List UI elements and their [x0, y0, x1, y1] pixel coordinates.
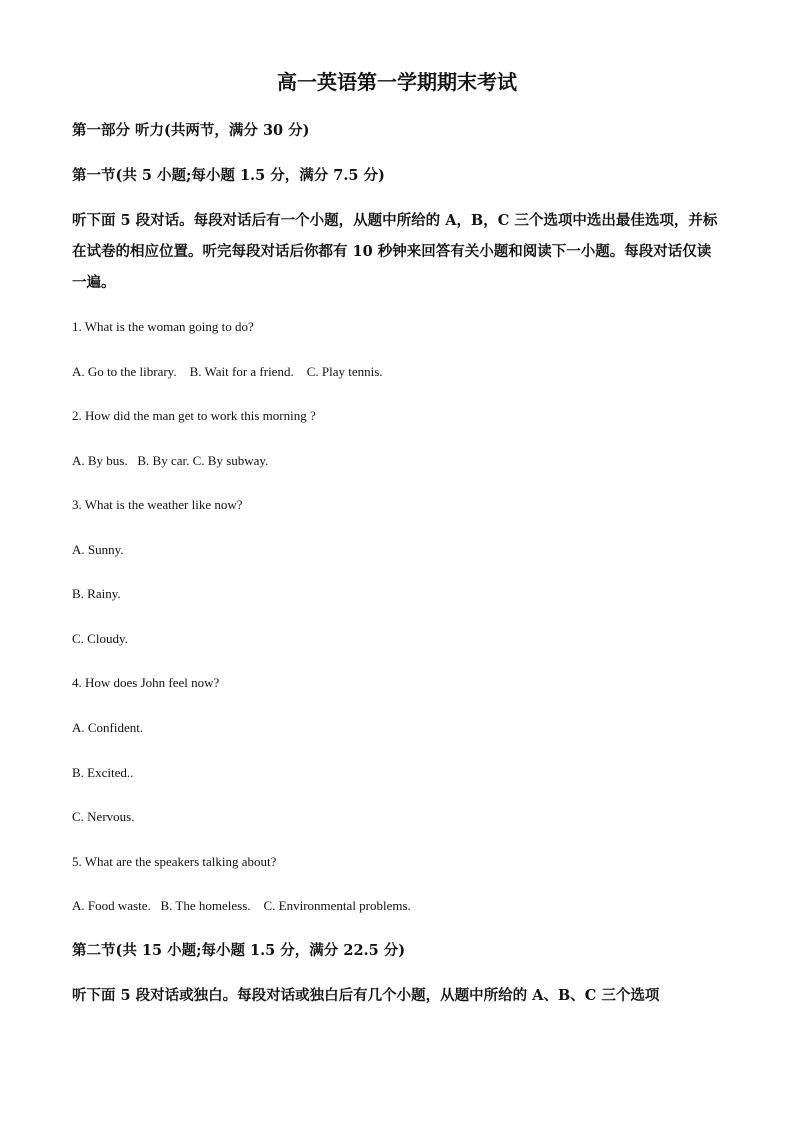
q3-option-b: B. Rainy. [72, 586, 121, 601]
q1-option-a: A. Go to the library. [72, 364, 177, 379]
q1-option-b: B. Wait for a friend. [189, 364, 294, 379]
q2-option-c: C. By subway. [192, 453, 269, 468]
q4-option-a: A. Confident. [72, 720, 144, 735]
question-1-text: 1. What is the woman going to do? [72, 319, 254, 334]
section2-heading: 第二节(共 15 小题;每小题 1.5 分，满分 22.5 分) [72, 942, 406, 959]
q4-option-b: B. Excited.. [72, 765, 134, 780]
question-5-text: 5. What are the speakers talking about? [72, 854, 277, 869]
part1-heading: 第一部分 听力(共两节，满分 30 分) [72, 122, 310, 139]
q1-option-c: C. Play tennis. [306, 364, 383, 379]
q3-option-a: A. Sunny. [72, 542, 124, 557]
section1-heading: 第一节(共 5 小题;每小题 1.5 分，满分 7.5 分) [72, 167, 385, 184]
q2-option-a: A. By bus. [72, 453, 128, 468]
question-5-options [72, 897, 411, 915]
q2-option-b: B. By car. [137, 453, 190, 468]
question-2-options [72, 452, 268, 470]
q5-option-a: A. Food waste. [72, 898, 151, 913]
q5-option-b: B. The homeless. [160, 898, 251, 913]
section1-instructions: 听下面 5 段对话。每段对话后有一个小题，从题中所给的 A，B，C 三个选项中选出最佳选项，并标在试卷的相应位置。听完每段对话后你都有 10 秒钟来回答有关小题和阅读下一小题。每段对话仅读一遍。 [72, 212, 718, 291]
question-2-text: 2. How did the man get to work this morning ? [72, 408, 316, 423]
q5-option-c: C. Environmental problems. [263, 898, 411, 913]
question-1-options [72, 363, 383, 381]
q4-option-c: C. Nervous. [72, 809, 135, 824]
question-3-text: 3. What is the weather like now? [72, 497, 243, 512]
question-4-text: 4. How does John feel now? [72, 675, 220, 690]
q3-option-c: C. Cloudy. [72, 631, 128, 646]
exam-title: 高一英语第一学期期末考试 [277, 70, 517, 94]
section2-instructions: 听下面 5 段对话或独白。每段对话或独白后有几个小题，从题中所给的 A、B、C 三个选项 [72, 987, 660, 1004]
